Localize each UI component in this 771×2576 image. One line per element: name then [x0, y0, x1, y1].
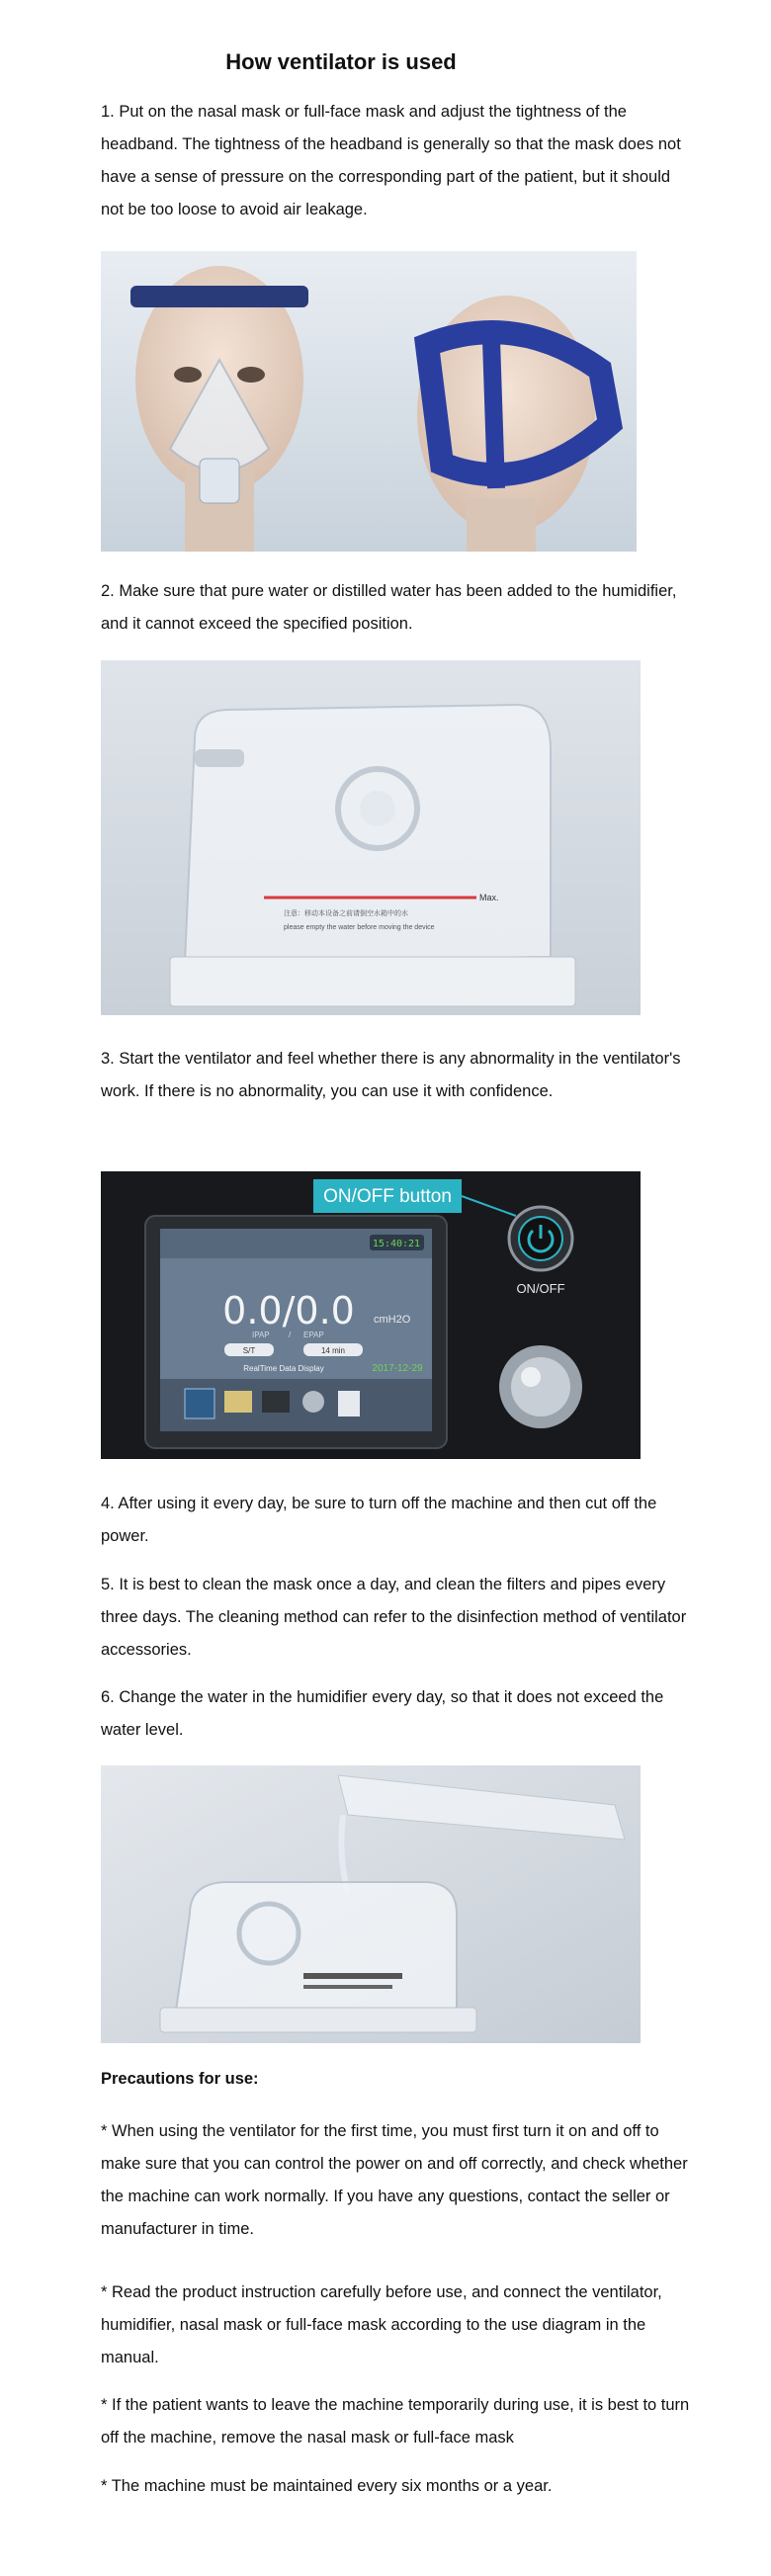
- mask-fitting-photo: [101, 251, 637, 552]
- power-button-label: ON/OFF: [516, 1281, 565, 1296]
- warning-cn-label: 注意：移动本设备之前请倒空水箱中的水: [284, 909, 408, 917]
- water-refill-photo: [101, 1765, 641, 2043]
- ventilator-device-photo: [101, 1171, 641, 1459]
- onoff-callout-label: ON/OFF button: [323, 1186, 452, 1207]
- screen-sep-label: /: [289, 1331, 292, 1339]
- step-6-text: 6. Change the water in the humidifier every day, so that it does not exceed the water level.: [101, 1688, 664, 1739]
- screen-unit-label: cmH2O: [374, 1314, 411, 1326]
- screen-mode-pill: S/T: [242, 1346, 256, 1355]
- screen-clock: 15:40:21: [372, 1239, 421, 1249]
- precaution-1-text: * When using the ventilator for the first time, you must first turn it on and off to make sure that you can control the power on and off correctly, and check whether the machine can work normally. If you have any questions, contact the seller or manufacturer in time.: [101, 2122, 688, 2238]
- screen-ipap-label: IPAP: [252, 1331, 270, 1339]
- screen-time-pill: 14 min: [320, 1346, 346, 1355]
- screen-footer-label: RealTime Data Display: [243, 1364, 324, 1373]
- step-3-text: 3. Start the ventilator and feel whether there is any abnormality in the ventilator's work. If there is no abnormality, you can use it with confidence.: [101, 1050, 681, 1100]
- step-2-text: 2. Make sure that pure water or distilled water has been added to the humidifier, and it cannot exceed the specified position.: [101, 582, 677, 633]
- page-title: How ventilator is used: [225, 49, 457, 74]
- precautions-heading: Precautions for use:: [101, 2070, 259, 2088]
- step-1-text: 1. Put on the nasal mask or full-face mask and adjust the tightness of the headband. The tightness of the headband is generally so that the mask does not have a sense of pressure on the corresponding part of the patient, but it should not be too loose to avoid air leakage.: [101, 103, 681, 218]
- step-4-text: 4. After using it every day, be sure to turn off the machine and then cut off the power.: [101, 1495, 657, 1545]
- warning-en-label: please empty the water before moving the device: [284, 924, 435, 931]
- precaution-2-text: * Read the product instruction carefully before use, and connect the ventilator, humidifier, nasal mask or full-face mask according to the use diagram in the manual.: [101, 2283, 662, 2366]
- precaution-4-text: * The machine must be maintained every six months or a year.: [101, 2477, 553, 2495]
- screen-epap-label: EPAP: [303, 1331, 324, 1339]
- screen-date: 2017-12-29: [372, 1363, 423, 1374]
- precaution-3-text: * If the patient wants to leave the machine temporarily during use, it is best to turn off the machine, remove the nasal mask or full-face mask: [101, 2396, 690, 2447]
- screen-pressure-readout: 0.0/0.0: [222, 1289, 355, 1332]
- step-5-text: 5. It is best to clean the mask once a day, and clean the filters and pipes every three days. The cleaning method can refer to the disinfection method of ventilator accessories.: [101, 1576, 687, 1659]
- humidifier-tank-photo: [101, 660, 641, 1015]
- max-level-label: Max.: [479, 893, 499, 902]
